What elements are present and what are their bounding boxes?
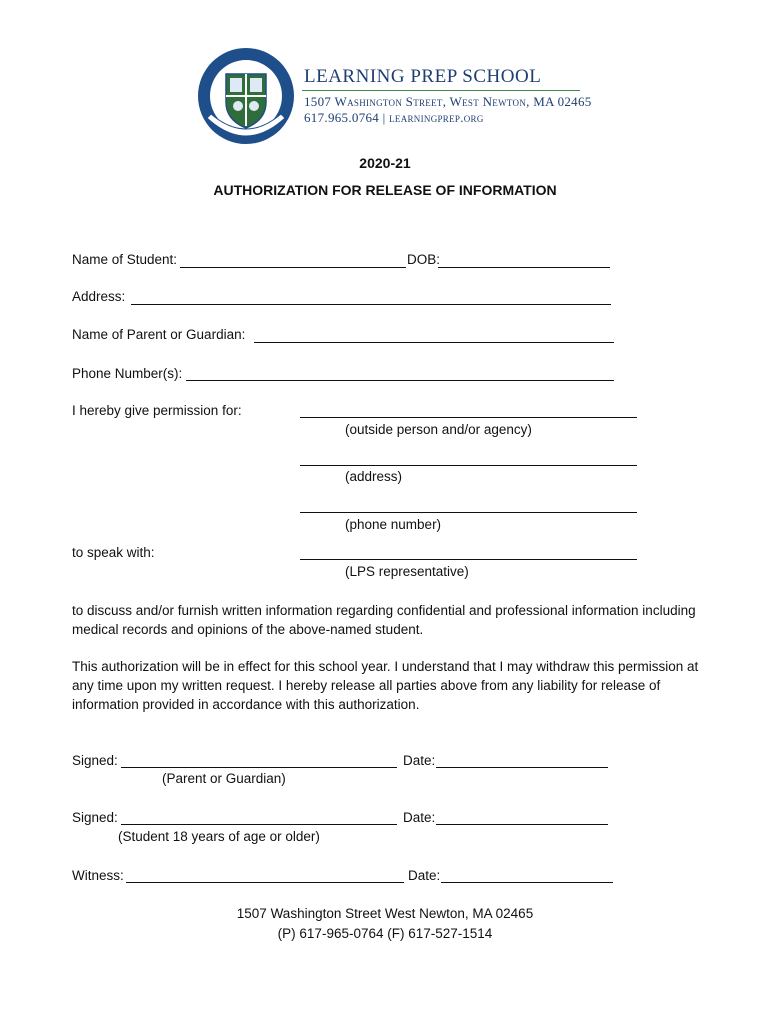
letterhead <box>193 46 593 150</box>
witness-date-label: Date: <box>408 868 441 883</box>
student-signed-label: Signed: <box>72 810 118 825</box>
permission-label: I hereby give permission for: <box>72 403 242 418</box>
lps-representative-field[interactable] <box>300 559 637 560</box>
outside-person-field[interactable] <box>300 417 637 418</box>
school-address: 1507 Washington Street, West Newton, MA 02465 <box>304 94 592 109</box>
parent-name-label: Name of Parent or Guardian: <box>72 327 246 342</box>
student-signature-field[interactable] <box>121 824 397 825</box>
outside-phone-caption: (phone number) <box>345 517 442 532</box>
speak-with-label: to speak with: <box>72 545 155 560</box>
outside-person-caption: (outside person and/or agency) <box>345 422 532 437</box>
authorization-paragraph: This authorization will be in effect for this school year. I understand that I may withdraw this permission at any time upon my written request. I hereby release all parties above from any liability for release of information provided in accordance with this authorization. <box>72 659 699 712</box>
dob-label: DOB: <box>407 252 441 267</box>
student-name-label: Name of Student: <box>72 252 178 267</box>
school-crest-logo <box>193 46 299 148</box>
lps-representative-caption: (LPS representative) <box>345 564 469 579</box>
parent-date-label: Date: <box>403 753 436 768</box>
address-field[interactable] <box>131 304 611 305</box>
parent-signed-label: Signed: <box>72 753 118 768</box>
student-name-field[interactable] <box>180 267 406 268</box>
student-date-field[interactable] <box>436 824 608 825</box>
form-title: AUTHORIZATION FOR RELEASE OF INFORMATION <box>213 182 557 198</box>
parent-date-field[interactable] <box>436 767 608 768</box>
witness-label: Witness: <box>72 868 124 883</box>
dob-field[interactable] <box>438 267 610 268</box>
footer-phones: (P) 617-965-0764 (F) 617-527-1514 <box>277 926 493 941</box>
header-divider <box>302 90 580 91</box>
student-date-label: Date: <box>403 810 436 825</box>
parent-guardian-caption: (Parent or Guardian) <box>162 771 286 786</box>
student-age-caption: (Student 18 years of age or older) <box>118 829 320 844</box>
witness-date-field[interactable] <box>441 882 613 883</box>
witness-signature-field[interactable] <box>126 882 404 883</box>
parent-signature-field[interactable] <box>121 767 397 768</box>
school-year: 2020-21 <box>359 155 411 171</box>
outside-phone-field[interactable] <box>300 512 637 513</box>
outside-address-caption: (address) <box>345 469 403 484</box>
phone-label: Phone Number(s): <box>72 366 183 381</box>
parent-name-field[interactable] <box>254 342 614 343</box>
address-label: Address: <box>72 289 126 304</box>
school-name: LEARNING PREP SCHOOL <box>304 66 542 87</box>
outside-address-field[interactable] <box>300 465 637 466</box>
school-contact: 617.965.0764 | learningprep.org <box>304 110 484 125</box>
footer-address: 1507 Washington Street West Newton, MA 02465 <box>236 906 534 921</box>
disclosure-paragraph: to discuss and/or furnish written information regarding confidential and professional information including medical records and opinions of the above-named student. <box>72 603 696 637</box>
phone-field[interactable] <box>186 380 614 381</box>
